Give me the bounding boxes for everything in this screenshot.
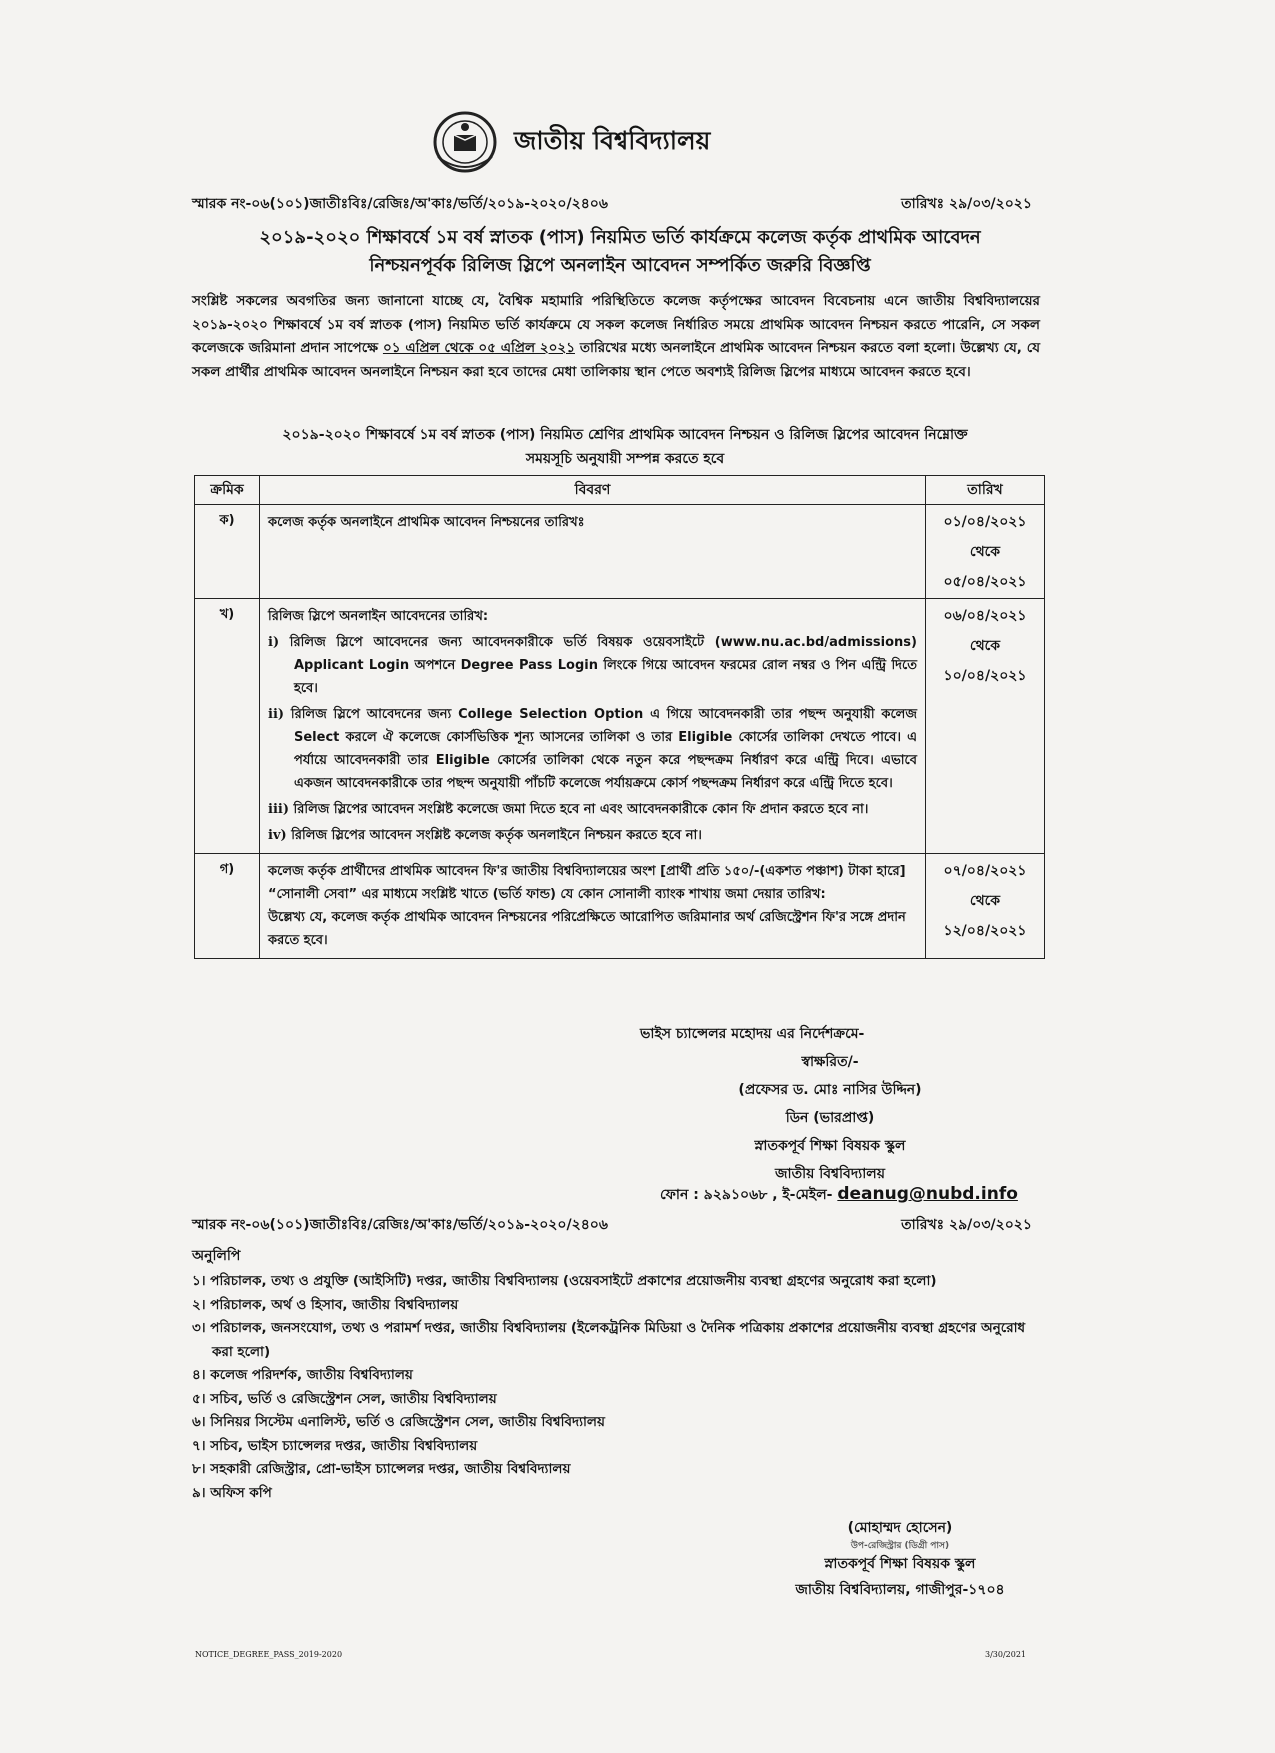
date-from: ০৭/০৪/২০২১ bbox=[943, 863, 1027, 879]
row-date bbox=[926, 599, 1045, 854]
row-description: কলেজ কর্তৃক অনলাইনে প্রাথমিক আবেদন নিশ্চয়নের তারিখঃ bbox=[260, 505, 926, 599]
letterhead bbox=[430, 110, 710, 174]
signatory-university: জাতীয় বিশ্ববিদ্যালয় bbox=[775, 1166, 885, 1182]
signed-mark: স্বাক্ষরিত/- bbox=[801, 1054, 859, 1070]
item-number: i) bbox=[268, 635, 280, 650]
item-text: রিলিজ স্লিপে আবেদনের জন্য College Selection Option এ গিয়ে আবেদনকারী তার পছন্দ অনুযায়ী কলেজ Select করলে ঐ কলেজে কোর্সভিত্তিক শূন্য আসনের তালিকা ও তার Eligible কোর্সের তালিকা দেখতে পাবে। এ পর্যায়ে আবেদনকারী তার Eligible কোর্সের তালিকা থেকে নতুন করে পছন্দক্রম নির্ধারণ করে এন্ট্রি দিবে। এভাবে একজন আবেদনকারীকে তার পছন্দ অনুযায়ী পাঁচটি কলেজে পর্যায়ক্রমে কোর্স পছন্দক্রম নির্ধারণ করে এন্ট্রি দিতে হবে। bbox=[290, 707, 917, 791]
list-item bbox=[268, 824, 917, 847]
body-paragraph bbox=[192, 290, 1040, 384]
memo-number: স্মারক নং-০৬(১০১)জাতীঃবিঃ/রেজিঃ/অ'কাঃ/ভর্তি/২০১৯-২০২০/২৪০৬ bbox=[192, 1217, 609, 1233]
copies-heading: অনুলিপি bbox=[192, 1248, 241, 1264]
list-item bbox=[268, 798, 917, 821]
table-row bbox=[195, 599, 1045, 854]
list-item bbox=[268, 703, 917, 795]
schedule-heading-line-1: ২০১৯-২০২০ শিক্ষাবর্ষে ১ম বর্ষ স্নাতক (পাস) নিয়মিত শ্রেণির প্রাথমিক আবেদন নিশ্চয়ন ও রিলিজ স্লিপের আবেদন নিম্নোক্ত bbox=[282, 427, 968, 443]
schedule-heading-line-2: সময়সূচি অনুযায়ী সম্পন্ন করতে হবে bbox=[525, 451, 725, 467]
list-item: ৯। অফিস কপি bbox=[192, 1484, 272, 1501]
item-text: রিলিজ স্লিপের আবেদন সংশ্লিষ্ট কলেজে জমা দিতে হবে না এবং আবেদনকারীকে কোন ফি প্রদান করতে হবে না। bbox=[293, 802, 869, 817]
list-item: ৩। পরিচালক, জনসংযোগ, তথ্য ও পরামর্শ দপ্তর, জাতীয় বিশ্ববিদ্যালয় (ইলেকট্রনিক মিডিয়া ও দৈনিক পত্রিকায় প্রকাশের প্রয়োজনীয় ব্যবস্থা গ্রহণের অনুরোধ করা হলো) bbox=[192, 1320, 1026, 1360]
order-line: ভাইস চ্যান্সেলর মহোদয় এর নির্দেশক্রমে- bbox=[640, 1026, 865, 1042]
registrar-signature-block bbox=[770, 1515, 1030, 1603]
header-serial: ক্রমিক bbox=[195, 476, 260, 505]
date-separator: থেকে bbox=[969, 638, 1001, 654]
date-to: ১২/০৪/২০২১ bbox=[943, 923, 1027, 939]
phone-text: ফোন : ৯২৯১০৬৮ , ই-মেইল- bbox=[660, 1187, 833, 1203]
list-item: ৪। কলেজ পরিদর্শক, জাতীয় বিশ্ববিদ্যালয় bbox=[192, 1367, 413, 1383]
memo-date: তারিখঃ ২৯/০৩/২০২১ bbox=[901, 1217, 1032, 1233]
list-item: ২। পরিচালক, অর্থ ও হিসাব, জাতীয় বিশ্ববিদ্যালয় bbox=[192, 1296, 459, 1313]
date-range-highlight: ০১ এপ্রিল থেকে ০৫ এপ্রিল ২০২১ bbox=[382, 340, 575, 356]
body-part-1: সংশ্লিষ্ট সকলের অবগতির জন্য জানানো যাচ্ছে যে, বৈশ্বিক মহামারি পরিস্থিতিতে কলেজ কর্তৃপক্ষের আবেদন বিবেচনায় এনে জাতীয় বিশ্ববিদ্যালয়ের ২০১৯-২০২০ শিক্ষাবর্ষে ১ম বর্ষ স্নাতক (পাস) নিয়মিত ভর্তি কার্যক্রমে যে সকল কলেজ নির্ধারিত সময়ে প্রাথমিক আবেদন নিশ্চয়ন করতে পারেনি, সে সকল কলেজকে জরিমানা প্রদান সাপেক্ষে bbox=[192, 293, 1040, 356]
schedule-heading bbox=[200, 423, 1050, 471]
footer-print-date: 3/30/2021 bbox=[985, 1650, 1027, 1659]
signatory-name: (প্রফেসর ড. মোঃ নাসির উদ্দিন) bbox=[738, 1082, 922, 1098]
list-item: ৮। সহকারী রেজিস্ট্রার, প্রো-ভাইস চ্যান্সেলর দপ্তর, জাতীয় বিশ্ববিদ্যালয় bbox=[192, 1461, 571, 1477]
row-date bbox=[926, 505, 1045, 599]
list-item: ৬। সিনিয়র সিস্টেম এনালিস্ট, ভর্তি ও রেজিস্ট্রেশন সেল, জাতীয় বিশ্ববিদ্যালয় bbox=[192, 1414, 605, 1430]
item-number: iii) bbox=[268, 802, 289, 817]
header-description: বিবরণ bbox=[260, 476, 926, 505]
item-number: iv) bbox=[268, 828, 287, 843]
row-serial: গ) bbox=[195, 854, 260, 959]
signatory-school: স্নাতকপূর্ব শিক্ষা বিষয়ক স্কুল bbox=[824, 1556, 976, 1572]
table-header-row bbox=[195, 476, 1045, 505]
contact-line bbox=[660, 1183, 1018, 1207]
list-item: ৫। সচিব, ভর্তি ও রেজিস্ট্রেশন সেল, জাতীয় বিশ্ববিদ্যালয় bbox=[192, 1390, 497, 1407]
title-line-1: ২০১৯-২০২০ শিক্ষাবর্ষে ১ম বর্ষ স্নাতক (পাস) নিয়মিত ভর্তি কার্যক্রমে কলেজ কর্তৃক প্রাথমিক আবেদন bbox=[259, 227, 981, 248]
row-serial: খ) bbox=[195, 599, 260, 854]
date-to: ০৫/০৪/২০২১ bbox=[943, 574, 1027, 590]
footer-file-name: NOTICE_DEGREE_PASS_2019-2020 bbox=[195, 1650, 343, 1659]
memo-number: স্মারক নং-০৬(১০১)জাতীঃবিঃ/রেজিঃ/অ'কাঃ/ভর্তি/২০১৯-২০২০/২৪০৬ bbox=[192, 196, 609, 212]
row-description bbox=[260, 854, 926, 959]
date-separator: থেকে bbox=[969, 893, 1001, 909]
dean-signature-block bbox=[640, 1020, 1020, 1188]
table-row bbox=[195, 505, 1045, 599]
row-date bbox=[926, 854, 1045, 959]
row-note: উল্লেখ্য যে, কলেজ কর্তৃক প্রাথমিক আবেদন নিশ্চয়নের পরিপ্রেক্ষিতে আরোপিত জরিমানার অর্থ রেজিস্ট্রেশন ফি'র সঙ্গে প্রদান করতে হবে। bbox=[268, 910, 906, 948]
reference-line-2 bbox=[192, 1213, 1032, 1237]
email-link[interactable]: deanug@nubd.info bbox=[837, 1184, 1018, 1204]
title-line-2: নিশ্চয়নপূর্বক রিলিজ স্লিপে অনলাইন আবেদন সম্পর্কিত জরুরি বিজ্ঞপ্তি bbox=[369, 255, 871, 276]
university-name: জাতীয় বিশ্ববিদ্যালয় bbox=[514, 125, 711, 155]
signatory-designation: ডিন (ভারপ্রাপ্ত) bbox=[785, 1110, 875, 1126]
body-part-2: তারিখের মধ্যে অনলাইনে প্রাথমিক আবেদন নিশ্চয়ন করতে বলা হলো। উল্লেখ্য যে, যে সকল প্রার্থীর প্রাথমিক আবেদন অনলাইনে নিশ্চয়ন করা হবে তাদের মেধা তালিকায় স্থান পেতে অবশ্যই রিলিজ স্লিপের মাধ্যমে আবেদন করতে হবে। bbox=[192, 340, 1040, 380]
header-date: তারিখ bbox=[926, 476, 1045, 505]
notice-title bbox=[180, 224, 1060, 280]
date-separator: থেকে bbox=[969, 544, 1001, 560]
row-description bbox=[260, 599, 926, 854]
reference-line bbox=[192, 192, 1032, 216]
university-seal-icon bbox=[430, 111, 500, 173]
item-number: ii) bbox=[268, 707, 285, 722]
list-item: ৭। সচিব, ভাইস চ্যান্সেলর দপ্তর, জাতীয় বিশ্ববিদ্যালয় bbox=[192, 1437, 478, 1454]
signatory-address: জাতীয় বিশ্ববিদ্যালয়, গাজীপুর-১৭০৪ bbox=[795, 1582, 1005, 1598]
date-from: ০১/০৪/২০২১ bbox=[943, 514, 1027, 530]
signatory-school: স্নাতকপূর্ব শিক্ষা বিষয়ক স্কুল bbox=[754, 1138, 906, 1154]
item-text: রিলিজ স্লিপের আবেদন সংশ্লিষ্ট কলেজ কর্তৃক অনলাইনে নিশ্চয়ন করতে হবে না। bbox=[291, 828, 702, 843]
memo-date: তারিখঃ ২৯/০৩/২০২১ bbox=[901, 196, 1032, 212]
list-item: ১। পরিচালক, তথ্য ও প্রযুক্তি (আইসিটি) দপ্তর, জাতীয় বিশ্ববিদ্যালয় (ওয়েবসাইটে প্রকাশের প্রয়োজনীয় ব্যবস্থা গ্রহণের অনুরোধ করা হলো) bbox=[192, 1273, 937, 1289]
schedule-table bbox=[194, 475, 1045, 959]
signatory-designation: উপ-রেজিস্ট্রার (ডিগ্রী পাস) bbox=[850, 1541, 950, 1551]
copies-list bbox=[192, 1270, 1042, 1505]
date-from: ০৬/০৪/২০২১ bbox=[943, 608, 1027, 624]
signatory-name: (মোহাম্মদ হোসেন) bbox=[847, 1520, 953, 1536]
list-item bbox=[268, 631, 917, 700]
row-description-heading: রিলিজ স্লিপে অনলাইন আবেদনের তারিখ: bbox=[268, 609, 489, 624]
row-serial: ক) bbox=[195, 505, 260, 599]
item-text: রিলিজ স্লিপে আবেদনের জন্য আবেদনকারীকে ভর্তি বিষয়ক ওয়েবসাইটে (www.nu.ac.bd/admissions) Applicant Login অপশনে Degree Pass Login লিংকে গিয়ে আবেদন ফরমের রোল নম্বর ও পিন এন্ট্রি দিতে হবে। bbox=[289, 635, 917, 696]
date-to: ১০/০৪/২০২১ bbox=[943, 668, 1027, 684]
table-row bbox=[195, 854, 1045, 959]
row-description-text: কলেজ কর্তৃক প্রার্থীদের প্রাথমিক আবেদন ফি'র জাতীয় বিশ্ববিদ্যালয়ের অংশ [প্রার্থী প্রতি ১৫০/-(একশত পঞ্চাশ) টাকা হারে] “সোনালী সেবা” এর মাধ্যমে সংশ্লিষ্ট খাতে (ভর্তি ফান্ড) যে কোন সোনালী ব্যাংক শাখায় জমা দেয়ার তারিখ: bbox=[268, 864, 906, 902]
